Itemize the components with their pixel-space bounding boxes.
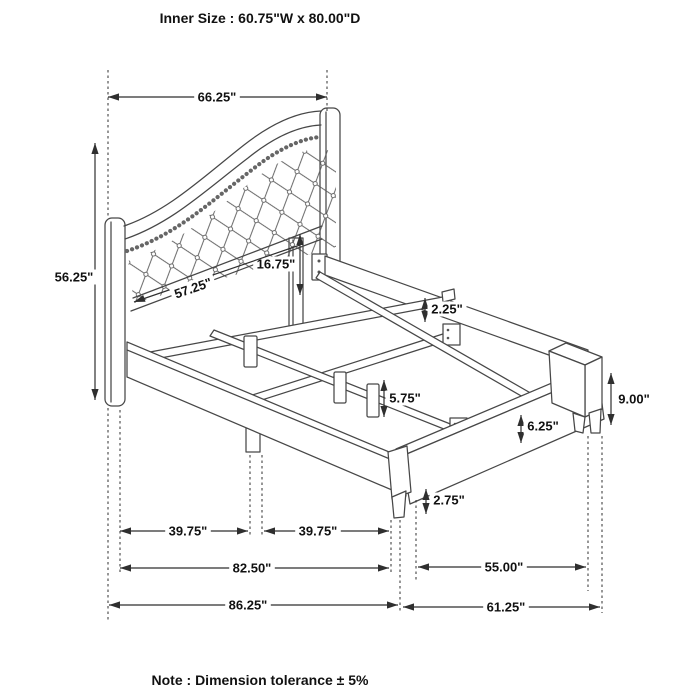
support-leg bbox=[334, 372, 346, 403]
support-leg bbox=[367, 384, 379, 417]
svg-text:57.25": 57.25" bbox=[172, 274, 214, 302]
svg-text:55.00": 55.00" bbox=[484, 559, 524, 575]
svg-text:5.75": 5.75" bbox=[389, 390, 421, 406]
slat-system bbox=[150, 272, 534, 437]
svg-text:86.25": 86.25" bbox=[228, 597, 268, 613]
svg-text:82.50": 82.50" bbox=[232, 560, 272, 576]
headboard-left-wing bbox=[105, 218, 125, 406]
svg-text:2.75": 2.75" bbox=[433, 492, 465, 508]
foot-rail bbox=[396, 343, 604, 504]
tolerance-note: Note : Dimension tolerance ± 5% bbox=[151, 672, 369, 688]
foot-near-corner bbox=[388, 446, 411, 499]
near-side-rail bbox=[127, 342, 411, 518]
dim-headboard-height bbox=[51, 143, 98, 400]
svg-text:9.00": 9.00" bbox=[618, 391, 650, 407]
svg-text:6.25": 6.25" bbox=[527, 418, 559, 434]
dim-headboard-width bbox=[108, 90, 327, 105]
foot-far-leg bbox=[589, 409, 601, 433]
dim-foot-overall-width bbox=[403, 600, 600, 615]
svg-text:39.75": 39.75" bbox=[298, 523, 338, 539]
bed-illustration bbox=[105, 108, 604, 518]
svg-text:66.25": 66.25" bbox=[197, 89, 237, 105]
svg-text:2.25": 2.25" bbox=[431, 301, 463, 317]
svg-text:39.75": 39.75" bbox=[168, 523, 208, 539]
dim-footboard-height bbox=[607, 373, 653, 425]
dim-foot-inner-width bbox=[418, 560, 586, 575]
dim-head-to-center-leg bbox=[120, 524, 248, 539]
dim-overall-length bbox=[109, 598, 398, 613]
svg-text:16.75": 16.75" bbox=[256, 256, 296, 272]
dim-center-leg-to-foot bbox=[264, 524, 389, 539]
foot-far-leg bbox=[573, 413, 585, 433]
svg-text:61.25": 61.25" bbox=[486, 599, 526, 615]
slat-bracket bbox=[443, 324, 460, 345]
svg-text:56.25": 56.25" bbox=[54, 269, 94, 285]
inner-size-title: Inner Size : 60.75"W x 80.00"D bbox=[159, 10, 361, 26]
dim-side-rail-length bbox=[120, 561, 389, 576]
support-leg bbox=[244, 336, 257, 367]
